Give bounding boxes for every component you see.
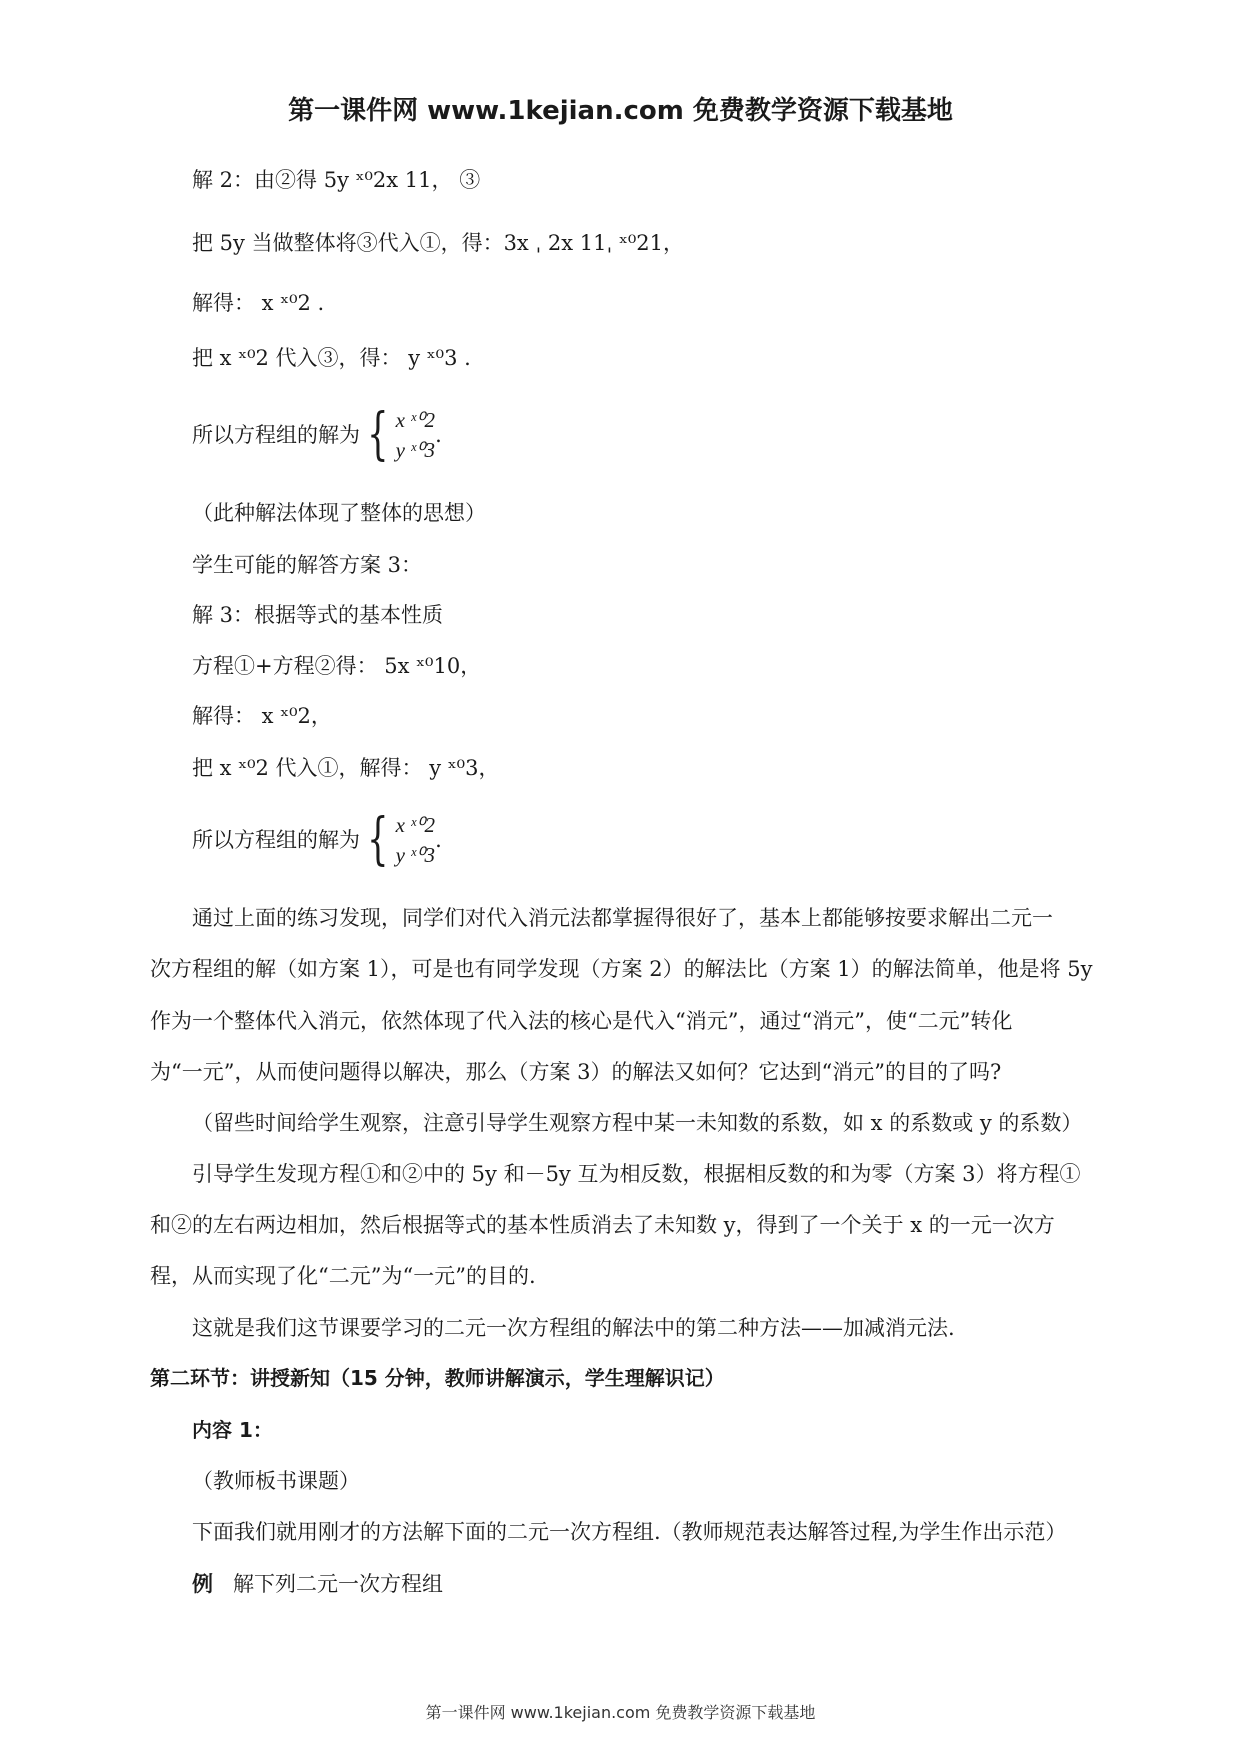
equation-system (360, 402, 436, 467)
solution3-step1: 解 3：根据等式的基本性质 (192, 603, 444, 627)
result-end: . (435, 423, 442, 447)
paragraph-3-line-3: 程，从而实现了化“二元”为“一元”的目的. (150, 1264, 536, 1288)
paragraph-1-line-2: 次方程组的解（如方案 1），可是也有同学发现（方案 2）的解法比（方案 1）的解法简单，他是将 5y (150, 957, 1093, 981)
system-row-x: x ˣ⁰2 (395, 408, 436, 432)
paragraph-example-intro: 下面我们就用刚才的方法解下面的二元一次方程组.（教师规范表达解答过程,为学生作出示范） (192, 1520, 1067, 1544)
solution3-step2: 方程①+方程②得： 5x ˣ⁰10， (192, 654, 482, 678)
system-row-y: y ˣ⁰3 (395, 438, 436, 462)
section-heading: 第二环节：讲授新知（15 分钟，教师讲解演示，学生理解识记） (150, 1366, 725, 1390)
result-end: . (435, 828, 442, 852)
note-holistic: （此种解法体现了整体的思想） (192, 501, 486, 525)
example-label: 例 (192, 1572, 213, 1596)
system-row-y: y ˣ⁰3 (395, 843, 436, 867)
paragraph-method-intro: 这就是我们这节课要学习的二元一次方程组的解法中的第二种方法——加减消元法. (192, 1316, 955, 1340)
teacher-note: （教师板书课题） (192, 1469, 360, 1493)
result-prefix: 所以方程组的解为 (192, 423, 360, 447)
example-text: 解下列二元一次方程组 (233, 1572, 444, 1596)
plan3-heading: 学生可能的解答方案 3： (192, 553, 423, 577)
paragraph-3-line-1: 引导学生发现方程①和②中的 5y 和－5y 互为相反数，根据相反数的和为零（方案 3）将方程① (192, 1162, 1081, 1186)
brace-icon: { (367, 807, 389, 872)
example-line (192, 1570, 443, 1598)
solution3-step4: 把 x ˣ⁰2 代入①，解得： y ˣ⁰3， (192, 756, 500, 780)
paragraph-observe: （留些时间给学生观察，注意引导学生观察方程中某一未知数的系数，如 x 的系数或 y 的系数） (192, 1111, 1083, 1135)
solution2-result (192, 402, 442, 467)
solution2-step4: 把 x ˣ⁰2 代入③，得： y ˣ⁰3 . (192, 346, 471, 370)
page-header: 第一课件网 www.1kejian.com 免费教学资源下载基地 (288, 96, 953, 126)
paragraph-1-line-4: 为“一元”，从而使问题得以解决，那么（方案 3）的解法又如何？它达到“消元”的目的了吗? (150, 1060, 1002, 1084)
paragraph-3-line-2: 和②的左右两边相加，然后根据等式的基本性质消去了未知数 y，得到了一个关于 x 的一元一次方 (150, 1213, 1055, 1237)
result-prefix: 所以方程组的解为 (192, 828, 360, 852)
brace-icon: { (367, 402, 389, 467)
solution2-step1: 解 2：由②得 5y ˣ⁰2x 11， ③ (192, 168, 481, 192)
paragraph-1-line-3: 作为一个整体代入消元，依然体现了代入法的核心是代入“消元”，通过“消元”，使“二元”转化 (150, 1009, 1013, 1033)
equation-system (360, 807, 436, 872)
solution3-result (192, 807, 442, 872)
content-heading: 内容 1： (192, 1418, 273, 1442)
system-row-x: x ˣ⁰2 (395, 813, 436, 837)
solution2-step3: 解得： x ˣ⁰2 . (192, 291, 325, 315)
paragraph-1-line-1: 通过上面的练习发现，同学们对代入消元法都掌握得很好了，基本上都能够按要求解出二元一 (192, 906, 1053, 930)
solution3-step3: 解得： x ˣ⁰2， (192, 704, 332, 728)
page-footer: 第一课件网 www.1kejian.com 免费教学资源下载基地 (425, 1703, 816, 1722)
solution2-step2: 把 5y 当做整体将③代入①，得：3x ˌ 2x 11ˌ ˣ⁰21， (192, 231, 684, 255)
